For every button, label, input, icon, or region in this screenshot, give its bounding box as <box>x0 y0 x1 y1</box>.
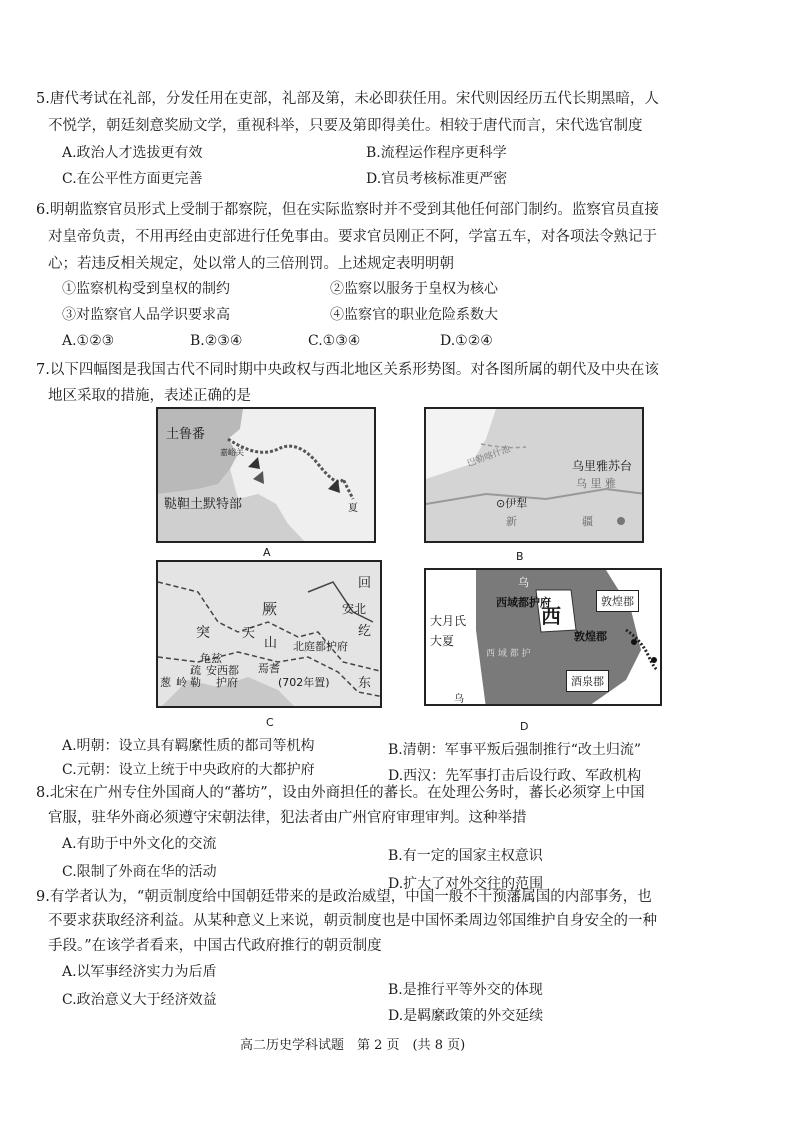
q8-option-c: C.限制了外商在华的活动 <box>62 864 217 880</box>
q8-option-b: B.有一定的国家主权意识 <box>388 848 543 864</box>
map-c-label-7: 山 <box>264 636 278 651</box>
q9-option-a: A.以军事经济实力为后盾 <box>62 964 217 980</box>
map-b-label-2: 乌 里 雅 <box>576 477 616 490</box>
q9-stem-line-2: 不要求获取经济利益。从某种意义上来说，朝贡制度也是中国怀柔周边邻国维护自身安全的一种 <box>48 913 657 929</box>
map-b <box>424 407 644 543</box>
q5-option-b: B.流程运作程序更科学 <box>366 145 507 161</box>
map-b-label-5: 疆 <box>582 515 593 528</box>
map-b-label-3: ⊙伊犁 <box>496 497 528 510</box>
q5-stem-line-2: 不悦学，朝廷刻意奖励文学，重视科举，只要及第即得美仕。相较于唐代而言，宋代选官制度 <box>48 118 643 134</box>
q6-item-4: ④监察官的职业危险系数大 <box>330 307 498 323</box>
q7-option-c: C.元朝：设立上统于中央政府的大都护府 <box>62 762 315 778</box>
q9-option-d: D.是羁縻政策的外交延续 <box>388 1008 544 1024</box>
map-d-label-4: 大月氏 <box>430 614 467 628</box>
q9-stem-line-1: 9.有学者认为，“朝贡制度给中国朝廷带来的是政治威望，中国一般不干预藩属国的内部事务，也 <box>36 889 652 905</box>
q7-option-d: D.西汉：先军事打击后设行政、军政机构 <box>388 768 642 784</box>
map-d-label-1: 乌 <box>518 576 529 589</box>
map-a-label-3: 鞑靼土默特部 <box>164 497 243 512</box>
q6-item-2: ②监察以服务于皇权为核心 <box>330 281 498 297</box>
map-d-caption: D <box>520 720 529 733</box>
map-d-label-9: 西 域 都 护 <box>486 649 531 659</box>
q8-stem-line-1: 8.北宋在广州专住外国商人的“蕃坊”，设由外商担任的蕃长。在处理公务时，蕃长必须穿上中国 <box>36 785 645 801</box>
map-c-label-14: (702年置) <box>278 676 330 689</box>
map-a-label-2: 嘉峪关 <box>220 448 244 457</box>
map-c-label-12: 护府 <box>216 676 238 689</box>
map-c-label-2: 安北 <box>342 602 367 616</box>
map-d-label-7: 敦煌郡 <box>574 630 607 643</box>
q9-option-b: B.是推行平等外交的体现 <box>388 982 543 998</box>
map-a-caption: A <box>263 546 271 559</box>
q7-option-a: A.明朝：设立具有羁縻性质的都司等机构 <box>62 738 315 754</box>
map-c-label-16: 岭 <box>176 676 187 689</box>
map-b-caption: B <box>516 550 524 563</box>
q5-option-c: C.在公平性方面更完善 <box>62 171 203 187</box>
map-b-label-4: 新 <box>506 515 517 528</box>
map-c-caption: C <box>266 716 274 729</box>
q9-option-c: C.政治意义大于经济效益 <box>62 992 217 1008</box>
map-b-label-1: 乌里雅苏台 <box>572 459 633 473</box>
map-d-label-5: 大夏 <box>430 634 455 648</box>
map-d-label-6: 敦煌郡 <box>596 590 639 612</box>
q8-option-a: A.有助于中外文化的交流 <box>62 836 217 852</box>
map-b-label-6: 巴勒喀什池 <box>466 444 512 470</box>
map-d-label-2: 西域都护府 <box>496 596 551 609</box>
map-c-label-9: 龟兹 <box>200 652 222 665</box>
q8-stem-line-2: 官服，驻华外商必须遵守宋朝法律，犯法者由广州官府审理审判。这种举措 <box>48 810 527 826</box>
map-d-label-10: 乌 <box>454 694 464 705</box>
map-c-label-6: 天 <box>242 626 256 641</box>
map-c-label-3: 纥 <box>358 624 372 639</box>
map-d-label-8: 酒泉郡 <box>566 670 609 692</box>
map-d-label-3: 西 <box>541 604 561 628</box>
map-c-label-18: 东 <box>358 676 372 691</box>
map-c <box>156 560 382 708</box>
map-a <box>156 407 376 543</box>
map-c-label-8: 北庭都护府 <box>293 640 348 653</box>
map-c-label-11: 安西都 <box>206 664 239 677</box>
map-c-label-13: 焉耆 <box>258 662 280 675</box>
q9-stem-line-3: 手段。”在该学者看来，中国古代政府推行的朝贡制度 <box>48 938 382 954</box>
q6-item-1: ①监察机构受到皇权的制约 <box>62 281 230 297</box>
map-c-label-15: 葱 <box>160 676 171 689</box>
q6-stem-line-1: 6.明朝监察官员形式上受制于都察院，但在实际监察时并不受到其他任何部门制约。监察官员直接 <box>36 202 659 218</box>
map-a-label-4: 夏 <box>348 503 358 514</box>
q5-option-d: D.官员考核标准更严密 <box>366 171 508 187</box>
map-c-label-17: 勒 <box>190 676 201 689</box>
q7-stem-line-1: 7.以下四幅图是我国古代不同时期中央政权与西北地区关系形势图。对各图所属的朝代及中央在该 <box>36 362 659 378</box>
q6-option-a: A.①②③ <box>62 333 115 349</box>
page-footer: 高二历史学科试题 第 2 页 (共 8 页) <box>240 1038 466 1053</box>
q6-option-d: D.①②④ <box>440 333 493 349</box>
q5-option-a: A.政治人才选拔更有效 <box>62 145 203 161</box>
map-d <box>424 568 662 706</box>
q6-option-c: C.①③④ <box>308 333 361 349</box>
q6-item-3: ③对监察官人品学识要求高 <box>62 307 230 323</box>
q6-option-b: B.②③④ <box>190 333 243 349</box>
q6-stem-line-3: 心；若违反相关规定，处以常人的三倍刑罚。上述规定表明明朝 <box>48 256 454 272</box>
map-c-label-5: 突 <box>196 625 210 641</box>
map-a-label-1: 土鲁番 <box>166 427 206 442</box>
q6-stem-line-2: 对皇帝负责，不用再经由吏部进行任免事由。要求官员刚正不阿，学富五车，对各项法令熟记于 <box>48 229 657 245</box>
map-c-label-10: 疏 <box>190 664 201 677</box>
q7-stem-line-2: 地区采取的措施，表述正确的是 <box>48 388 251 404</box>
map-c-label-4: 厥 <box>262 600 278 618</box>
map-c-label-1: 回 <box>358 576 372 591</box>
q8-option-d: D.扩大了对外交往的范围 <box>388 876 544 892</box>
q5-stem-line-1: 5.唐代考试在礼部，分发任用在吏部，礼部及第，未必即获任用。宋代则因经历五代长期黑暗，人 <box>36 91 659 107</box>
q7-option-b: B.清朝：军事平叛后强制推行“改土归流” <box>388 742 642 758</box>
